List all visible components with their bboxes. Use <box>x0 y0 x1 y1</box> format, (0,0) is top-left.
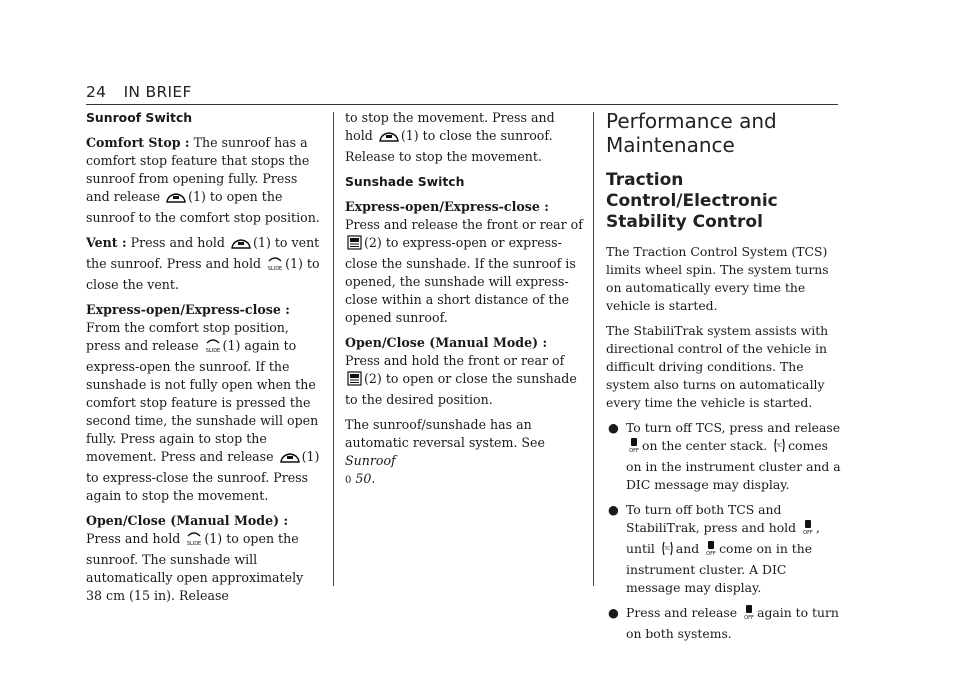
sunshade-icon <box>347 235 362 255</box>
text: , until <box>626 520 820 556</box>
stabilitrak-paragraph: The StabiliTrak system assists with directional control of the vehicle in difficult driving conditions. The system also turns on automatically every time the vehicle is started. <box>606 323 829 410</box>
svg-text:SLIDE: SLIDE <box>267 266 283 271</box>
text: (1) to open the sunroof to the comfort stop position. <box>86 189 320 225</box>
text: Press and release the front or rear of <box>345 217 583 232</box>
text: to stop the movement. Press and hold <box>345 110 555 143</box>
svg-text:OFF: OFF <box>629 448 639 453</box>
svg-text:TC: TC <box>664 547 671 552</box>
performance-maintenance-title: Performance and Maintenance <box>606 109 777 157</box>
express-paragraph <box>86 301 322 505</box>
text: again to turn on both systems. <box>626 605 839 641</box>
sunroof-icon <box>379 130 399 148</box>
text: and <box>675 541 700 556</box>
bullet: ● <box>608 502 619 517</box>
sunroof-icon <box>166 191 186 209</box>
reversal-paragraph <box>345 416 583 490</box>
comfort-stop-paragraph <box>86 134 322 227</box>
text: The sunroof has a comfort stop feature that stops the sunroof from opening fully. Press and release <box>86 135 310 204</box>
tcs-instructions-list <box>606 419 842 643</box>
traction-off-icon <box>743 604 755 625</box>
traction-control-heading: Traction Control/Electronic Stability Control <box>606 170 778 232</box>
text: (2) to express-open or express-close the sunshade. If the sunroof is opened, the sunshade will express-close within a short distance of the opened sunroof. <box>345 235 576 325</box>
sunroof-slide-icon <box>267 255 283 276</box>
traction-off-icon <box>628 437 640 458</box>
sunroof-reference-link[interactable]: Sunroof <box>345 453 396 468</box>
list-item <box>606 604 842 643</box>
comfort-stop-term: Comfort Stop : <box>86 135 190 150</box>
column-1 <box>86 109 322 612</box>
svg-text:SLIDE: SLIDE <box>187 541 202 546</box>
svg-text:OFF: OFF <box>706 551 716 556</box>
vent-term: Vent : <box>86 235 127 250</box>
bullet: ● <box>608 420 619 435</box>
tcs-paragraph: The Traction Control System (TCS) limits wheel spin. The system turns on automatically every time the vehicle is started. <box>606 244 829 313</box>
text: on the center stack. <box>642 438 768 453</box>
text: Press and hold the front or rear of <box>345 353 565 368</box>
vent-paragraph <box>86 234 322 294</box>
tcs-indicator-icon <box>773 438 786 458</box>
text: Press and hold <box>86 531 181 546</box>
text: Press and release <box>626 605 738 620</box>
manual-mode-term: Open/Close (Manual Mode) : <box>345 335 548 350</box>
column-2 <box>345 109 583 497</box>
text: The sunroof/sunshade has an automatic reversal system. See <box>345 417 545 450</box>
svg-text:TC: TC <box>776 444 783 449</box>
sunroof-slide-icon <box>186 530 202 551</box>
sunroof-icon <box>280 451 300 469</box>
page-reference[interactable]: 50. <box>351 471 376 486</box>
text: (1) again to express-open the sunroof. If the sunshade is not fully open when the comfort stop feature is pressed the second time, the sunshade will open fully. Press again to stop the movement. Press and release <box>86 338 319 464</box>
tcs-indicator-icon <box>661 541 674 561</box>
page-reference-arrow: 0 <box>345 475 352 486</box>
text: (1) to close the vent. <box>86 256 320 292</box>
manual-mode-paragraph <box>86 512 322 605</box>
text: To turn off both TCS and StabiliTrak, press and hold <box>626 502 797 535</box>
page-header <box>86 83 192 101</box>
column-divider-1 <box>333 112 334 586</box>
traction-off-icon <box>705 540 717 561</box>
text: come on in the instrument cluster. A DIC message may display. <box>626 541 813 595</box>
section-title: IN BRIEF <box>123 83 192 101</box>
manual-mode-term: Open/Close (Manual Mode) : <box>86 513 289 528</box>
svg-text:SLIDE: SLIDE <box>205 348 220 353</box>
list-item <box>606 419 842 494</box>
sunshade-express-paragraph <box>345 198 583 327</box>
svg-text:OFF: OFF <box>803 530 813 535</box>
continued-paragraph <box>345 109 583 166</box>
text: (2) to open or close the sunshade to the desired position. <box>345 371 577 407</box>
svg-text:OFF: OFF <box>744 615 754 620</box>
sunshade-icon <box>347 371 362 391</box>
header-rule <box>86 104 838 105</box>
text: To turn off TCS, press and release <box>626 420 841 435</box>
column-divider-2 <box>593 112 594 586</box>
column-3 <box>606 109 842 650</box>
text: (1) to vent the sunroof. Press and hold <box>86 235 320 271</box>
text: (1) to open the sunroof. The sunshade will automatically open approximately 38 cm (15 in). Release <box>86 531 304 603</box>
text: From the comfort stop position, press and release <box>86 320 289 353</box>
text: comes on in the instrument cluster and a DIC message may display. <box>626 438 841 492</box>
sunshade-manual-paragraph <box>345 334 583 409</box>
express-term: Express-open/Express-close : <box>345 199 549 214</box>
sunshade-switch-heading: Sunshade Switch <box>345 174 465 189</box>
text: (1) to express-close the sunroof. Press again to stop the movement. <box>86 449 320 503</box>
page-number: 24 <box>86 83 107 101</box>
sunroof-switch-heading: Sunroof Switch <box>86 110 193 125</box>
express-term: Express-open/Express-close : <box>86 302 290 317</box>
sunroof-slide-icon <box>205 337 221 358</box>
bullet: ● <box>608 605 619 620</box>
text: Press and hold <box>126 235 225 250</box>
sunroof-icon <box>231 237 251 255</box>
list-item <box>606 501 842 597</box>
traction-off-icon <box>802 519 814 540</box>
text: (1) to close the sunroof. Release to stop the movement. <box>345 128 553 164</box>
